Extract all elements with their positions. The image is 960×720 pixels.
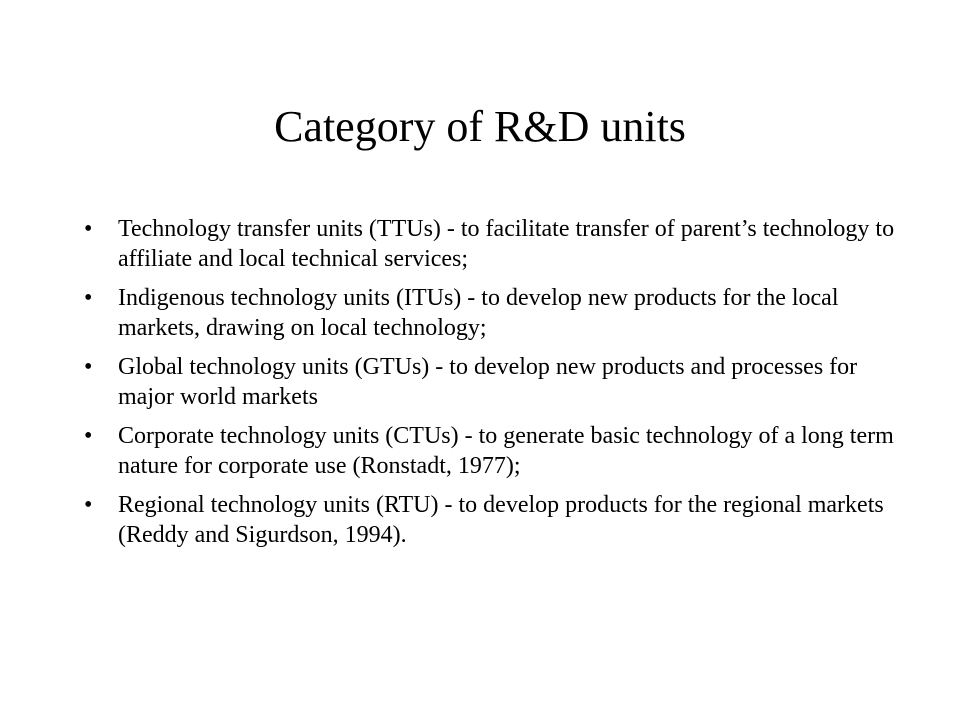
bullet-item-itu	[84, 283, 904, 343]
bullet-item-ctu	[84, 421, 904, 481]
bullet-item-ttu	[84, 214, 904, 274]
bullet-item-rtu	[84, 490, 904, 550]
bullet-text-rtu: Regional technology units (RTU) - to develop products for the regional markets (Reddy and Sigurdson, 1994).	[118, 492, 884, 548]
bullet-icon: •	[84, 216, 93, 242]
bullet-icon: •	[84, 285, 93, 311]
slide-title: Category of R&D units	[274, 102, 686, 151]
bullet-icon: •	[84, 423, 93, 449]
bullet-text-ctu: Corporate technology units (CTUs) - to generate basic technology of a long term nature for corporate use (Ronstadt, 1977);	[118, 423, 894, 479]
bullet-icon: •	[84, 492, 93, 518]
bullet-text-gtu: Global technology units (GTUs) - to develop new products and processes for major world markets	[118, 354, 858, 410]
bullet-text-ttu: Technology transfer units (TTUs) - to facilitate transfer of parent’s technology to affiliate and local technical services;	[118, 216, 895, 272]
bullet-list	[84, 214, 904, 559]
bullet-icon: •	[84, 354, 93, 380]
bullet-item-gtu	[84, 352, 904, 412]
bullet-text-itu: Indigenous technology units (ITUs) - to develop new products for the local markets, drawing on local technology;	[118, 285, 839, 341]
